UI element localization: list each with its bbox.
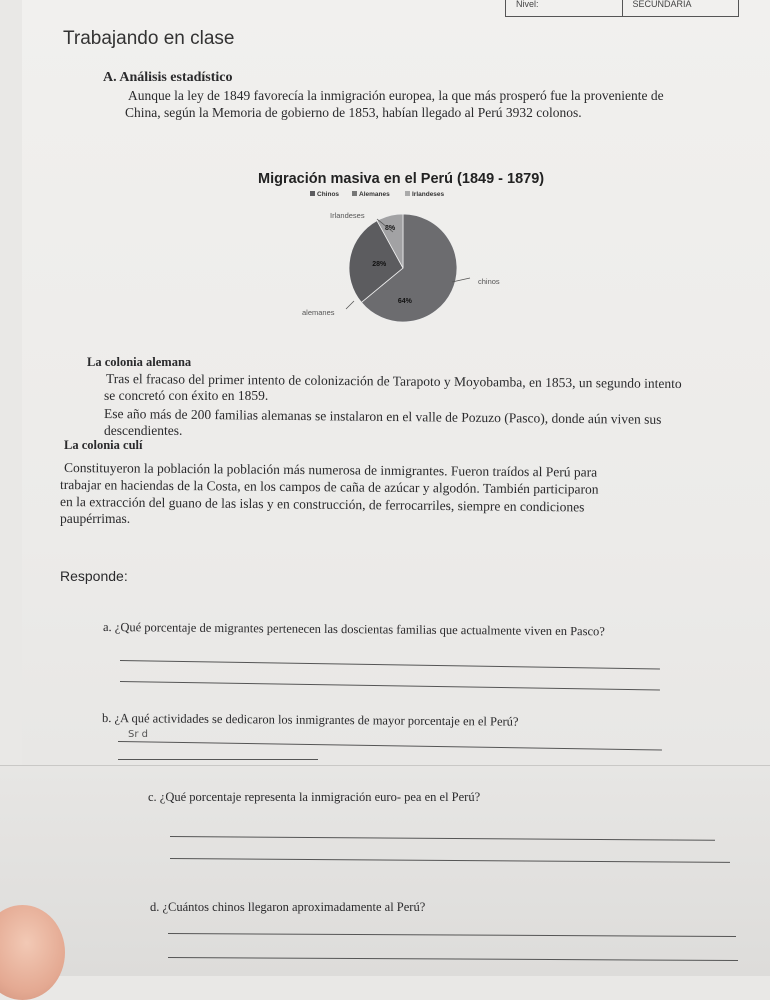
alemana-line-4: descendientes. <box>104 423 183 438</box>
intro-line-2: China, según la Memoria de gobierno de 1853, habían llegado al Perú 3932 colonos. <box>125 105 582 120</box>
handwritten-label-alemanes: alemanes <box>302 308 335 317</box>
colonia-culi-heading: La colonia culí <box>64 438 143 452</box>
legend-swatch-irlandeses <box>405 191 410 196</box>
handwritten-label-irlandeses: Irlandeses <box>330 211 365 220</box>
legend-swatch-alemanes <box>352 191 357 196</box>
pie-chart <box>280 190 520 330</box>
handwritten-answer-b: Sr d <box>128 729 148 740</box>
pie-label-irlandeses: 8% <box>385 224 396 232</box>
pie-label-alemanes: 28% <box>372 260 387 268</box>
legend-irlandeses: Irlandeses <box>412 191 445 198</box>
culi-line-3: en la extracción del guano de las islas y en construcción, de ferrocarriles, siempre en condiciones <box>59 494 585 515</box>
culi-line-2: trabajar en haciendas de la Costa, en los campos de caña de azúcar y algodón. También participaron <box>59 477 599 497</box>
legend-chinos: Chinos <box>317 191 340 198</box>
legend-swatch-chinos <box>310 191 315 196</box>
legend-alemanes: Alemanes <box>359 191 390 198</box>
level-header <box>505 0 739 17</box>
level-label: Nivel: <box>506 0 623 16</box>
arrow-alemanes <box>346 301 354 309</box>
alemana-line-1: Tras el fracaso del primer intento de colonización de Tarapoto y Moyobamba, en 1853, un segundo intento <box>105 371 682 392</box>
answer-line-b2[interactable] <box>118 759 318 760</box>
section-a-heading: A. Análisis estadístico <box>103 70 233 85</box>
culi-line-4: paupérrimas. <box>60 511 131 526</box>
question-d: d. ¿Cuántos chinos llegaron aproximadamente al Perú? <box>150 900 426 914</box>
level-value: SECUNDARIA <box>632 0 692 9</box>
pie-label-chinos: 64% <box>397 297 412 305</box>
question-c: c. ¿Qué porcentaje representa la inmigración euro- pea en el Perú? <box>148 790 481 804</box>
handwritten-label-chinos: chinos <box>478 277 500 286</box>
question-a: a. ¿Qué porcentaje de migrantes pertenecen las doscientas familias que actualmente viven en Pasco? <box>102 620 605 639</box>
page-title: Trabajando en clase <box>63 28 235 49</box>
responde-label: Responde: <box>60 568 128 584</box>
chart-legend <box>310 191 445 198</box>
culi-line-1: Constituyeron la población la población más numerosa de inmigrantes. Fueron traídos al Perú para <box>63 460 598 480</box>
intro-line-1: Aunque la ley de 1849 favorecía la inmigración europea, la que más prosperó fue la proveniente de <box>128 88 664 103</box>
alemana-line-3: Ese año más de 200 familias alemanas se instalaron en el valle de Pozuzo (Pasco), donde aún viven sus <box>103 406 662 427</box>
colonia-alemana-heading: La colonia alemana <box>87 355 192 369</box>
question-b: b. ¿A qué actividades se dedicaron los inmigrantes de mayor porcentaje en el Perú? <box>101 711 519 729</box>
alemana-line-2: se concretó con éxito en 1859. <box>104 388 269 403</box>
chart-title: Migración masiva en el Perú (1849 - 1879) <box>258 171 545 187</box>
